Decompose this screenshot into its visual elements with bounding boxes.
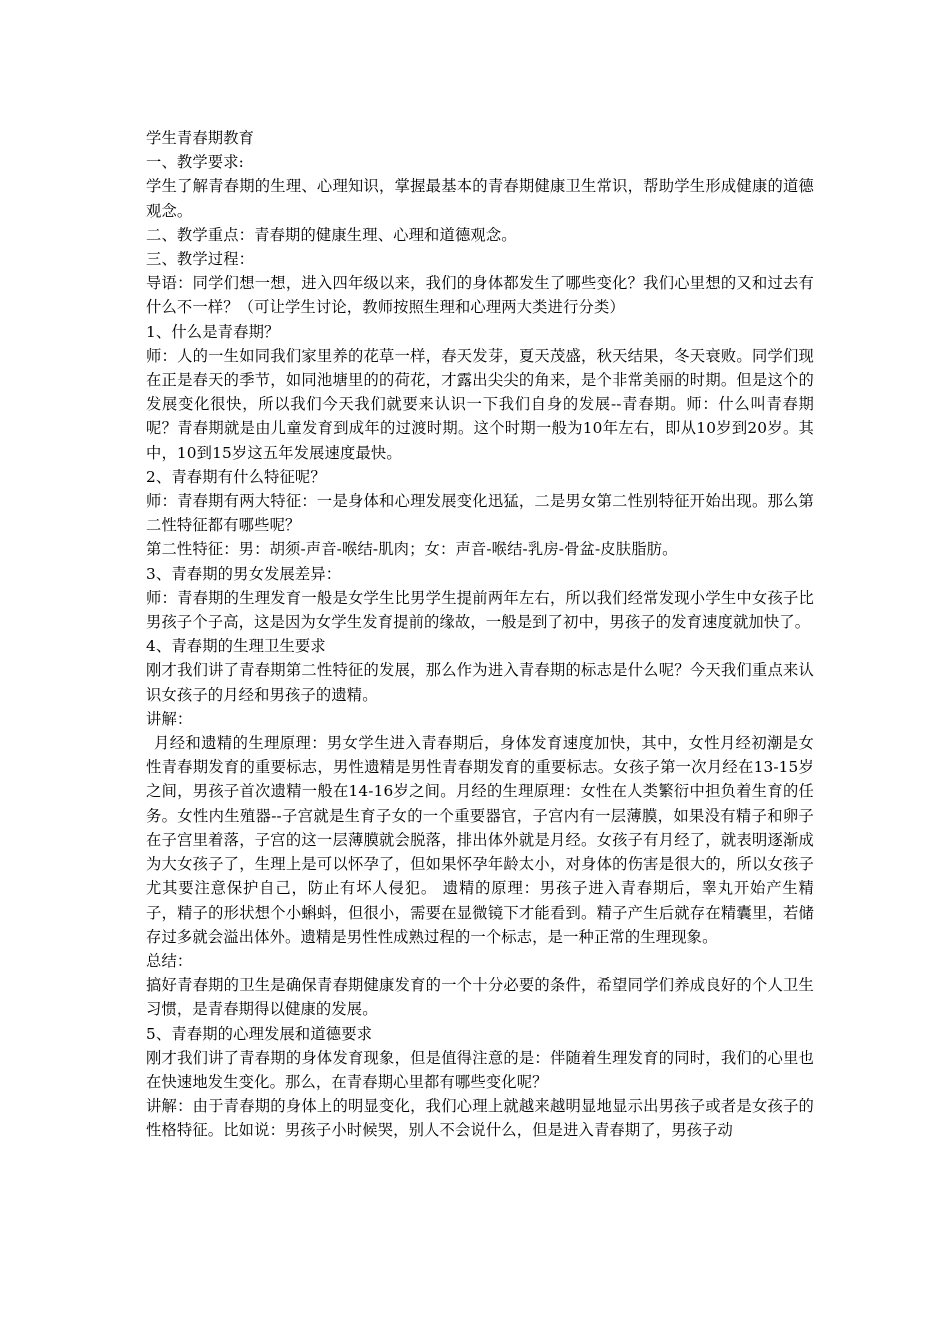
subsection-heading: 4、青春期的生理卫生要求 — [146, 637, 326, 656]
label-line: 总结： — [146, 951, 193, 970]
paragraph: 刚才我们讲了青春期的身体发育现象，但是值得注意的是：伴随着生理发育的同时，我们的心里也在快速地发生变化。那么，在青春期心里都有哪些变化呢？ — [146, 1048, 814, 1091]
subsection-heading: 5、青春期的心理发展和道德要求 — [146, 1024, 373, 1043]
paragraph: 导语：同学们想一想，进入四年级以来，我们的身体都发生了哪些变化？我们心里想的又和过去有什么不一样？（可让学生讨论，教师按照生理和心理两大类进行分类） — [146, 274, 814, 317]
subsection-heading: 2、青春期有什么特征呢？ — [146, 467, 326, 486]
section-heading: 一、教学要求: — [146, 153, 244, 172]
label-line: 讲解： — [146, 709, 193, 728]
paragraph: 学生了解青春期的生理、心理知识，掌握最基本的青春期健康卫生常识，帮助学生形成健康的道德观念。 — [146, 177, 814, 220]
paragraph: 讲解：由于青春期的身体上的明显变化，我们心理上就越来越明显地显示出男孩子或者是女孩子的性格特征。比如说：男孩子小时候哭，别人不会说什么，但是进入青春期了，男孩子动 — [146, 1097, 814, 1140]
paragraph: 搞好青春期的卫生是确保青春期健康发育的一个十分必要的条件，希望同学们养成良好的个人卫生习惯，是青春期得以健康的发展。 — [146, 976, 814, 1019]
subsection-heading: 1、什么是青春期？ — [146, 322, 280, 341]
document-body — [146, 126, 814, 1143]
paragraph: 第二性特征：男：胡须-声音-喉结-肌肉；女：声音-喉结-乳房-骨盆-皮肤脂肪。 — [146, 540, 678, 559]
document-title: 学生青春期教育 — [146, 129, 255, 147]
paragraph: 师：青春期的生理发育一般是女学生比男学生提前两年左右，所以我们经常发现小学生中女孩子比男孩子个子高，这是因为女学生发育提前的缘故，一般是到了初中，男孩子的发育速度就加快了。 — [146, 588, 814, 632]
paragraph: 师：青春期有两大特征：一是身体和心理发展变化迅猛，二是男女第二性别特征开始出现。那么第二性特征都有哪些呢？ — [146, 492, 814, 535]
subsection-heading: 3、青春期的男女发展差异： — [146, 564, 342, 583]
section-heading: 三、教学过程： — [146, 250, 255, 269]
paragraph: 师：人的一生如同我们家里养的花草一样，春天发芽，夏天茂盛，秋天结果，冬天衰败。同学们现在正是春天的季节，如同池塘里的的荷花，才露出尖尖的角来，是个非常美丽的时期。但是这个的发展变化很快，所以我们今天我们就要来认识一下我们自身的发展--青春期。师：什么叫青春期呢？青春期就是由儿童发育到成年的过渡时期。这个时期一般为10年左右，即从10岁到20岁。其中，10到15岁这五年发展速度最快。 — [146, 346, 814, 462]
section-heading: 二、教学重点：青春期的健康生理、心理和道德观念。 — [146, 225, 517, 244]
paragraph: 月经和遗精的生理原理：男女学生进入青春期后，身体发育速度加快，其中，女性月经初潮是女性青春期发育的重要标志，男性遗精是男性青春期发育的重要标志。女孩子第一次月经在13-15岁之间，男孩子首次遗精一般在14-16岁之间。月经的生理原理：女性在人类繁衍中担负着生育的任务。女性内生殖器--子宫就是生育子女的一个重要器官，子宫内有一层薄膜，如果没有精子和卵子在子宫里着落，子宫的这一层薄膜就会脱落，排出体外就是月经。女孩子有月经了，就表明逐渐成为大女孩子了，生理上是可以怀孕了，但如果怀孕年龄太小，对身体的伤害是很大的，所以女孩子尤其要注意保护自己，防止有坏人侵犯。 遗精的原理：男孩子进入青春期后，睾丸开始产生精子，精子的形状想个小蝌蚪，但很小，需要在显微镜下才能看到。精子产生后就存在精囊里，若储存过多就会溢出体外。遗精是男性性成熟过程的一个标志，是一种正常的生理现象。 — [146, 734, 814, 946]
paragraph: 刚才我们讲了青春期第二性特征的发展，那么作为进入青春期的标志是什么呢？今天我们重点来认识女孩子的月经和男孩子的遗精。 — [146, 661, 814, 704]
